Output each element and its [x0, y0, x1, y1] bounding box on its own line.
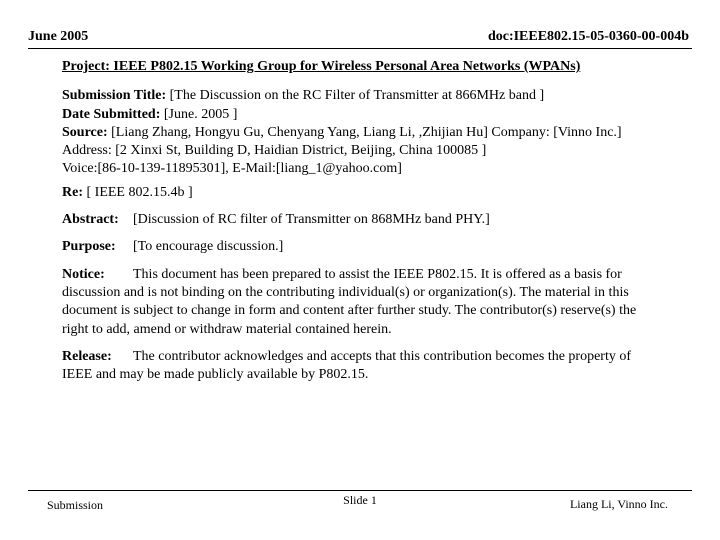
submission-title-line [62, 87, 682, 105]
purpose-label: Purpose: [62, 239, 116, 255]
header-date: June 2005 [28, 29, 89, 44]
date-submitted-value: [June. 2005 ] [163, 106, 238, 122]
abstract-value: [Discussion of RC filter of Transmitter on 868MHz band PHY.] [133, 212, 490, 228]
abstract-label: Abstract: [62, 212, 119, 228]
notice-line-1 [62, 266, 682, 284]
notice-line-3: document is subject to change in form and content after further study. The contributor(s) reserve(s) the [62, 303, 637, 319]
submission-title-label: Submission Title: [62, 88, 167, 104]
footer-divider [28, 490, 692, 491]
project-title: Project: IEEE P802.15 Working Group for Wireless Personal Area Networks (WPANs) [62, 59, 581, 74]
slide-content [62, 58, 682, 384]
source-line [62, 124, 682, 142]
release-text-1: The contributor acknowledges and accepts that this contribution becomes the property of [133, 348, 632, 364]
release-block [62, 348, 682, 385]
release-line-1 [62, 348, 682, 366]
re-line [62, 184, 682, 202]
date-submitted-label: Date Submitted: [62, 106, 161, 122]
release-label: Release: [62, 348, 112, 364]
footer-author: Liang Li, Vinno Inc. [569, 497, 668, 511]
purpose-value: [To encourage discussion.] [133, 239, 284, 255]
header-divider [28, 48, 692, 49]
re-value: [ IEEE 802.15.4b ] [86, 184, 193, 200]
address-line: Address: [2 Xinxi St, Building D, Haidian District, Beijing, China 100085 ] [62, 143, 487, 159]
re-label: Re: [62, 184, 83, 200]
notice-block [62, 266, 682, 339]
purpose-line [62, 238, 682, 256]
date-submitted-line [62, 106, 682, 124]
notice-line-4: right to add, amend or withdraw material contained herein. [62, 321, 392, 337]
source-label: Source: [62, 124, 108, 140]
release-line-2: IEEE and may be made publicly available by P802.15. [62, 367, 369, 383]
voice-email-line: Voice:[86-10-139-11895301], E-Mail:[liang_1@yahoo.com] [62, 161, 402, 177]
slide-number: Slide 1 [343, 493, 377, 507]
notice-line-2: discussion and is not binding on the contributing individual(s) or organization(s). The material in this [62, 284, 629, 300]
footer-submission: Submission [47, 498, 104, 512]
header-doc-id: doc:IEEE802.15-05-0360-00-004b [487, 29, 689, 44]
abstract-line [62, 211, 682, 229]
source-value: [Liang Zhang, Hongyu Gu, Chenyang Yang, Liang Li, ,Zhijian Hu] Company: [Vinno Inc.] [111, 124, 622, 140]
notice-text-1: This document has been prepared to assist the IEEE P802.15. It is offered as a basis for [133, 266, 622, 282]
notice-label: Notice: [62, 266, 105, 282]
submission-title-value: [The Discussion on the RC Filter of Transmitter at 866MHz band ] [169, 88, 545, 104]
